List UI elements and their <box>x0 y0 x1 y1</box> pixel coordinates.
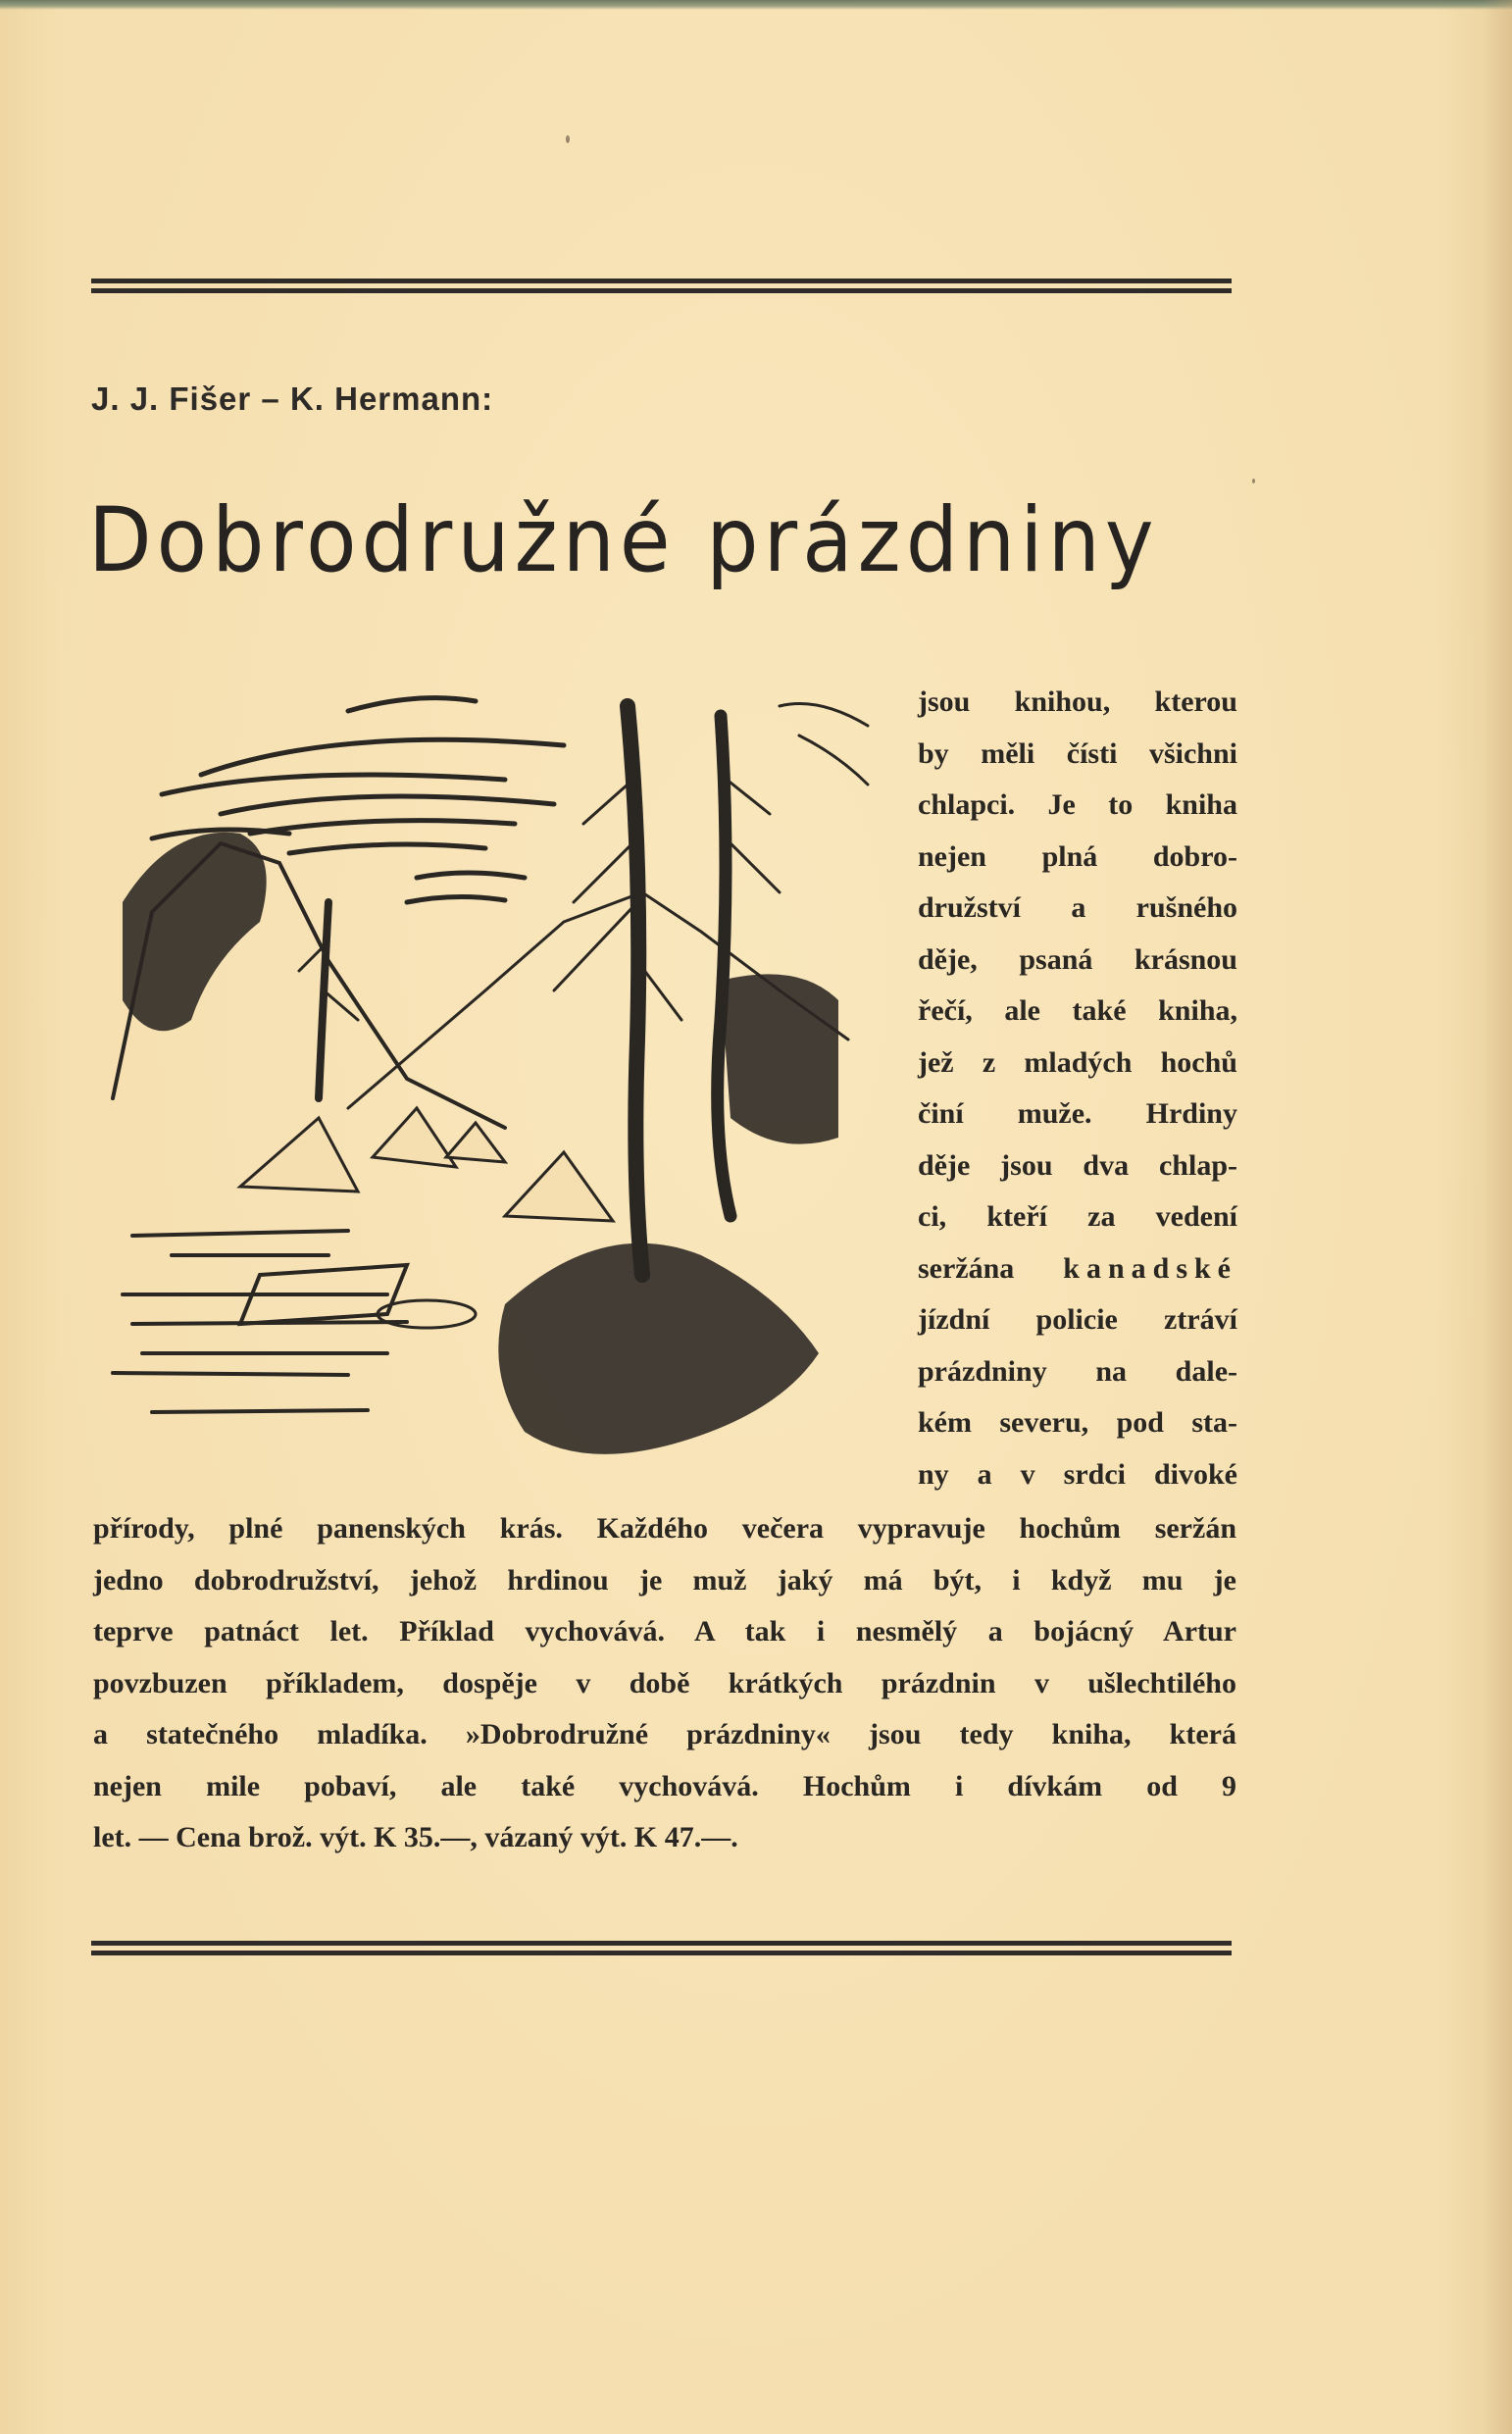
camp-scene-drawing <box>93 667 887 1500</box>
text-line-audience: nejen mile pobaví, ale také vychovává. Hochům i dívkám od 9 <box>93 1769 1236 1802</box>
book-title: Dobrodružné prázdniny <box>88 488 1159 592</box>
tree-branches <box>299 704 868 1021</box>
scan-top-edge <box>0 0 1512 10</box>
paper-speck <box>566 135 570 143</box>
text-line: teprve patnáct let. Příklad vychovává. A tak i nesmělý a bojácný Artur <box>93 1615 1236 1648</box>
text-line: chlapci. Je to kniha <box>918 788 1237 821</box>
price-line: let. — Cena brož. výt. K 35.—, vázaný výt. K 47.—. <box>93 1821 738 1853</box>
bottom-double-rule <box>91 1941 1232 1956</box>
full-width-paragraph <box>93 1503 1236 1864</box>
author-line: J. J. Fišer – K. Hermann: <box>91 380 494 417</box>
text-line: přírody, plné panenských krás. Každého večera vypravuje hochům seržán <box>93 1512 1236 1545</box>
rule-line <box>91 288 1232 293</box>
text-line: činí muže. Hrdiny <box>918 1097 1237 1130</box>
text-line: družství a rušného <box>918 891 1237 924</box>
small-tree <box>319 902 328 1098</box>
text-line: povzbuzen příkladem, dospěje v době krátkých prázdnin v ušlechtilého <box>93 1666 1236 1699</box>
text-line: děje, psaná krásnou <box>918 942 1237 976</box>
spaced-emphasis: kanadské <box>1063 1251 1237 1285</box>
foreground-shadow <box>498 1243 819 1454</box>
canoe <box>378 1300 476 1328</box>
rule-line <box>91 1941 1232 1946</box>
left-rock-mass <box>123 833 267 1031</box>
text-line: jsou knihou, kterou <box>918 685 1237 718</box>
rule-line <box>91 279 1232 283</box>
text-line: prázdniny na dale- <box>918 1354 1237 1388</box>
tents <box>240 1108 613 1221</box>
rule-line <box>91 1951 1232 1955</box>
text-line: jedno dobrodružství, jehož hrdinou je muž jaký má být, i když mu je <box>93 1563 1236 1597</box>
text-line: kém severu, pod sta- <box>918 1406 1237 1439</box>
text-line: děje jsou dva chlap- <box>918 1148 1237 1182</box>
text-line: by měli čísti všichni <box>918 736 1237 770</box>
text-line: řečí, ale také kniha, <box>918 994 1237 1027</box>
text-line: jízdní policie ztráví <box>918 1303 1237 1336</box>
text-line: nejen plná dobro- <box>918 839 1237 873</box>
text-line-kanadske: seržána kanadské <box>918 1251 1237 1285</box>
text-line: a statečného mladíka. »Dobrodružné prázdniny« jsou tedy kniha, která <box>93 1718 1236 1750</box>
text-line: ny a v srdci divoké <box>918 1457 1237 1491</box>
wrapped-text-column <box>918 677 1237 1500</box>
paper-speck <box>1252 479 1255 483</box>
tree-trunk-left <box>628 706 642 1275</box>
top-double-rule <box>91 279 1232 294</box>
tree-trunk-right <box>718 716 731 1216</box>
paper-shadow-edge <box>1483 0 1512 2434</box>
landscape-illustration <box>93 667 887 1500</box>
right-dark-bush <box>721 974 838 1143</box>
text-line: jež z mladých hochů <box>918 1045 1237 1079</box>
text-line: ci, kteří za vedení <box>918 1200 1237 1233</box>
